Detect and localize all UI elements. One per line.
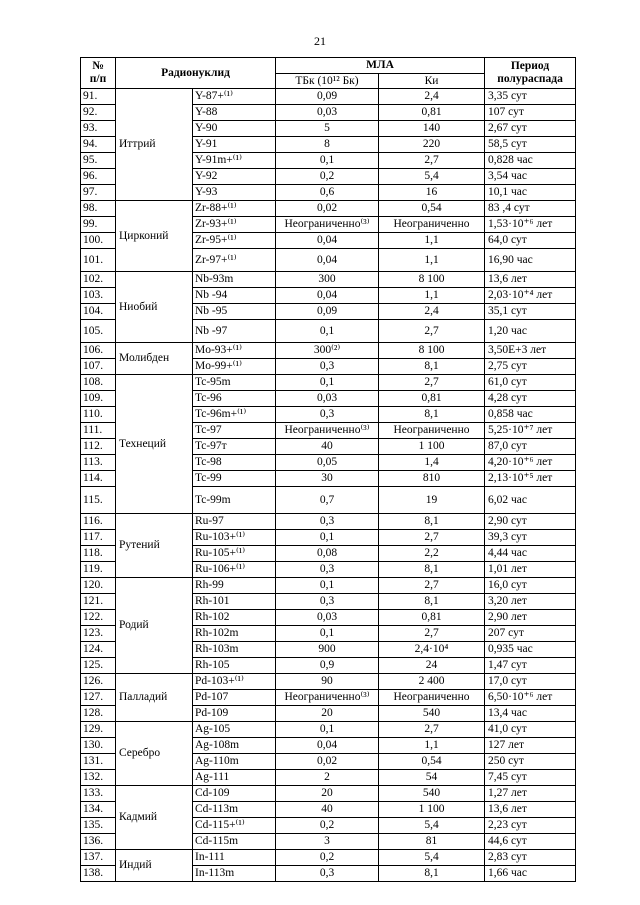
period-cell: 64,0 сут	[485, 233, 576, 249]
row-number: 112.	[81, 439, 116, 455]
header-period-line2: полураспада	[497, 73, 563, 85]
ci-cell: 0,81	[379, 105, 485, 121]
period-cell: 4,28 сут	[485, 391, 576, 407]
nuclide-cell: Tc-96m+⁽¹⁾	[193, 407, 276, 423]
period-cell: 2,13·10⁺⁵ лет	[485, 471, 576, 487]
header-period-line1: Период	[510, 60, 550, 72]
ci-cell: 2,7	[379, 578, 485, 594]
header-number-line1: №	[92, 60, 104, 72]
nuclide-cell: Tc-97т	[193, 439, 276, 455]
tbq-cell: 0,05	[276, 455, 379, 471]
tbq-cell: 0,09	[276, 304, 379, 320]
period-cell: 1,20 час	[485, 320, 576, 343]
row-number: 115.	[81, 487, 116, 514]
period-cell: 4,44 час	[485, 546, 576, 562]
header-radionuclide: Радионуклид	[116, 58, 276, 89]
table-body	[81, 89, 576, 882]
ci-cell: 8,1	[379, 359, 485, 375]
tbq-cell: 0,9	[276, 658, 379, 674]
row-number: 94.	[81, 137, 116, 153]
period-cell: 207 сут	[485, 626, 576, 642]
header-tbq: ТБк (10¹² Бк)	[276, 74, 379, 89]
nuclide-cell: Cd-115m	[193, 834, 276, 850]
ci-cell: 2,2	[379, 546, 485, 562]
tbq-cell: 0,02	[276, 201, 379, 217]
row-number: 126.	[81, 674, 116, 690]
ci-cell: 2,7	[379, 153, 485, 169]
nuclide-cell: Mo-93+⁽¹⁾	[193, 343, 276, 359]
ci-cell: 540	[379, 706, 485, 722]
tbq-cell: 0,7	[276, 487, 379, 514]
nuclide-cell: Rh-101	[193, 594, 276, 610]
row-number: 121.	[81, 594, 116, 610]
ci-cell: 2,7	[379, 320, 485, 343]
ci-cell: 140	[379, 121, 485, 137]
tbq-cell: Неограниченно⁽³⁾	[276, 690, 379, 706]
nuclide-cell: Cd-109	[193, 786, 276, 802]
element-group-name: Палладий	[116, 674, 193, 722]
tbq-cell: 0,04	[276, 738, 379, 754]
period-cell: 5,25·10⁺⁷ лет	[485, 423, 576, 439]
period-cell: 7,45 сут	[485, 770, 576, 786]
header-number	[81, 58, 116, 89]
ci-cell: 19	[379, 487, 485, 514]
ci-cell: 1 100	[379, 439, 485, 455]
ci-cell: 2,4·10⁴	[379, 642, 485, 658]
period-cell: 2,67 сут	[485, 121, 576, 137]
row-number: 99.	[81, 217, 116, 233]
period-cell: 13,4 час	[485, 706, 576, 722]
tbq-cell: 0,3	[276, 866, 379, 882]
period-cell: 107 сут	[485, 105, 576, 121]
nuclide-cell: Rh-102	[193, 610, 276, 626]
ci-cell: 1,1	[379, 233, 485, 249]
ci-cell: 0,54	[379, 754, 485, 770]
period-cell: 1,01 лет	[485, 562, 576, 578]
element-group-name: Кадмий	[116, 786, 193, 850]
row-number: 100.	[81, 233, 116, 249]
period-cell: 10,1 час	[485, 185, 576, 201]
period-cell: 2,90 лет	[485, 610, 576, 626]
header-period	[485, 58, 576, 89]
period-cell: 3,54 час	[485, 169, 576, 185]
period-cell: 13,6 лет	[485, 802, 576, 818]
nuclide-cell: Tc-95m	[193, 375, 276, 391]
ci-cell: Неограниченно	[379, 217, 485, 233]
row-number: 137.	[81, 850, 116, 866]
tbq-cell: 0,2	[276, 850, 379, 866]
row-number: 113.	[81, 455, 116, 471]
element-group-name: Серебро	[116, 722, 193, 786]
period-cell: 35,1 сут	[485, 304, 576, 320]
ci-cell: 1,4	[379, 455, 485, 471]
nuclide-cell: Pd-107	[193, 690, 276, 706]
tbq-cell: 0,03	[276, 391, 379, 407]
nuclide-cell: Ru-106+⁽¹⁾	[193, 562, 276, 578]
tbq-cell: 300⁽²⁾	[276, 343, 379, 359]
period-cell: 17,0 сут	[485, 674, 576, 690]
period-cell: 3,20 лет	[485, 594, 576, 610]
period-cell: 1,27 лет	[485, 786, 576, 802]
period-cell: 2,83 сут	[485, 850, 576, 866]
tbq-cell: 0,1	[276, 626, 379, 642]
nuclide-cell: Ag-105	[193, 722, 276, 738]
nuclide-cell: Nb-93m	[193, 272, 276, 288]
tbq-cell: 0,2	[276, 169, 379, 185]
ci-cell: 1,1	[379, 249, 485, 272]
period-cell: 2,90 сут	[485, 514, 576, 530]
row-number: 95.	[81, 153, 116, 169]
row-number: 108.	[81, 375, 116, 391]
period-cell: 0,828 час	[485, 153, 576, 169]
row-number: 114.	[81, 471, 116, 487]
ci-cell: 8,1	[379, 594, 485, 610]
row-number: 136.	[81, 834, 116, 850]
tbq-cell: 90	[276, 674, 379, 690]
row-number: 122.	[81, 610, 116, 626]
ci-cell: 5,4	[379, 818, 485, 834]
ci-cell: 5,4	[379, 850, 485, 866]
row-number: 92.	[81, 105, 116, 121]
tbq-cell: 0,1	[276, 375, 379, 391]
tbq-cell: 0,09	[276, 89, 379, 105]
row-number: 96.	[81, 169, 116, 185]
nuclide-cell: Pd-103+⁽¹⁾	[193, 674, 276, 690]
nuclide-cell: Y-91	[193, 137, 276, 153]
element-group-name: Цирконий	[116, 201, 193, 272]
nuclide-cell: Tc-99	[193, 471, 276, 487]
period-cell: 13,6 лет	[485, 272, 576, 288]
period-cell: 16,90 час	[485, 249, 576, 272]
ci-cell: Неограниченно	[379, 423, 485, 439]
tbq-cell: 0,3	[276, 359, 379, 375]
table-row	[81, 722, 576, 738]
tbq-cell: 0,6	[276, 185, 379, 201]
tbq-cell: Неограниченно⁽³⁾	[276, 217, 379, 233]
row-number: 111.	[81, 423, 116, 439]
element-group-name: Ниобий	[116, 272, 193, 343]
period-cell: 1,66 час	[485, 866, 576, 882]
row-number: 107.	[81, 359, 116, 375]
period-cell: 250 сут	[485, 754, 576, 770]
tbq-cell: 40	[276, 439, 379, 455]
header-mla: МЛА	[276, 58, 485, 74]
ci-cell: 8,1	[379, 514, 485, 530]
nuclide-cell: Cd-113m	[193, 802, 276, 818]
nuclide-cell: Zr-97+⁽¹⁾	[193, 249, 276, 272]
period-cell: 1,47 сут	[485, 658, 576, 674]
nuclide-cell: Ag-111	[193, 770, 276, 786]
row-number: 109.	[81, 391, 116, 407]
tbq-cell: 0,2	[276, 818, 379, 834]
tbq-cell: 2	[276, 770, 379, 786]
table-row	[81, 272, 576, 288]
period-cell: 39,3 сут	[485, 530, 576, 546]
tbq-cell: 0,03	[276, 105, 379, 121]
tbq-cell: 0,3	[276, 562, 379, 578]
tbq-cell: 30	[276, 471, 379, 487]
tbq-cell: 900	[276, 642, 379, 658]
nuclide-cell: Nb -95	[193, 304, 276, 320]
row-number: 128.	[81, 706, 116, 722]
ci-cell: 8,1	[379, 407, 485, 423]
ci-cell: 2 400	[379, 674, 485, 690]
tbq-cell: 0,04	[276, 249, 379, 272]
nuclide-cell: Y-92	[193, 169, 276, 185]
ci-cell: 1,1	[379, 288, 485, 304]
ci-cell: Неограниченно	[379, 690, 485, 706]
row-number: 125.	[81, 658, 116, 674]
tbq-cell: 0,1	[276, 722, 379, 738]
nuclide-cell: Tc-98	[193, 455, 276, 471]
nuclide-cell: Cd-115+⁽¹⁾	[193, 818, 276, 834]
nuclide-cell: Zr-88+⁽¹⁾	[193, 201, 276, 217]
row-number: 105.	[81, 320, 116, 343]
period-cell: 3,35 сут	[485, 89, 576, 105]
period-cell: 3,50E+3 лет	[485, 343, 576, 359]
tbq-cell: 0,08	[276, 546, 379, 562]
row-number: 102.	[81, 272, 116, 288]
tbq-cell: 0,03	[276, 610, 379, 626]
row-number: 120.	[81, 578, 116, 594]
row-number: 98.	[81, 201, 116, 217]
table-row	[81, 89, 576, 105]
nuclide-cell: Nb -97	[193, 320, 276, 343]
period-cell: 2,75 сут	[485, 359, 576, 375]
nuclide-cell: Rh-102m	[193, 626, 276, 642]
table-row	[81, 578, 576, 594]
row-number: 106.	[81, 343, 116, 359]
nuclide-cell: Rh-103m	[193, 642, 276, 658]
period-cell: 2,23 сут	[485, 818, 576, 834]
nuclide-cell: Rh-105	[193, 658, 276, 674]
tbq-cell: 0,1	[276, 530, 379, 546]
period-cell: 58,5 сут	[485, 137, 576, 153]
period-cell: 0,858 час	[485, 407, 576, 423]
nuclide-cell: Y-93	[193, 185, 276, 201]
element-group-name: Рутений	[116, 514, 193, 578]
element-group-name: Родий	[116, 578, 193, 674]
element-group-name: Иттрий	[116, 89, 193, 201]
nuclide-cell: Tc-99m	[193, 487, 276, 514]
ci-cell: 2,7	[379, 722, 485, 738]
tbq-cell: 20	[276, 706, 379, 722]
row-number: 101.	[81, 249, 116, 272]
tbq-cell: 0,3	[276, 594, 379, 610]
table-row	[81, 674, 576, 690]
ci-cell: 1 100	[379, 802, 485, 818]
ci-cell: 81	[379, 834, 485, 850]
nuclide-cell: In-113m	[193, 866, 276, 882]
ci-cell: 0,81	[379, 610, 485, 626]
row-number: 97.	[81, 185, 116, 201]
period-cell: 44,6 сут	[485, 834, 576, 850]
element-group-name: Индий	[116, 850, 193, 882]
row-number: 138.	[81, 866, 116, 882]
ci-cell: 1,1	[379, 738, 485, 754]
page-number: 21	[314, 34, 326, 48]
table-row	[81, 786, 576, 802]
period-cell: 87,0 сут	[485, 439, 576, 455]
nuclide-cell: Y-87+⁽¹⁾	[193, 89, 276, 105]
tbq-cell: 40	[276, 802, 379, 818]
nuclide-cell: Zr-93+⁽¹⁾	[193, 217, 276, 233]
tbq-cell: 0,04	[276, 288, 379, 304]
row-number: 104.	[81, 304, 116, 320]
ci-cell: 2,4	[379, 89, 485, 105]
ci-cell: 2,7	[379, 375, 485, 391]
ci-cell: 2,7	[379, 626, 485, 642]
tbq-cell: Неограниченно⁽³⁾	[276, 423, 379, 439]
nuclide-cell: Y-88	[193, 105, 276, 121]
period-cell: 16,0 сут	[485, 578, 576, 594]
row-number: 123.	[81, 626, 116, 642]
nuclide-cell: Ru-103+⁽¹⁾	[193, 530, 276, 546]
row-number: 133.	[81, 786, 116, 802]
radionuclide-table	[80, 57, 576, 882]
row-number: 117.	[81, 530, 116, 546]
nuclide-cell: Y-91m+⁽¹⁾	[193, 153, 276, 169]
row-number: 118.	[81, 546, 116, 562]
tbq-cell: 0,3	[276, 407, 379, 423]
period-cell: 2,03·10⁺⁴ лет	[485, 288, 576, 304]
tbq-cell: 0,1	[276, 578, 379, 594]
row-number: 91.	[81, 89, 116, 105]
ci-cell: 24	[379, 658, 485, 674]
row-number: 127.	[81, 690, 116, 706]
ci-cell: 8 100	[379, 343, 485, 359]
nuclide-cell: Ru-105+⁽¹⁾	[193, 546, 276, 562]
period-cell: 127 лет	[485, 738, 576, 754]
nuclide-cell: Y-90	[193, 121, 276, 137]
ci-cell: 8,1	[379, 562, 485, 578]
row-number: 110.	[81, 407, 116, 423]
ci-cell: 8 100	[379, 272, 485, 288]
row-number: 135.	[81, 818, 116, 834]
ci-cell: 540	[379, 786, 485, 802]
header-number-line2: п/п	[89, 73, 107, 85]
table-row	[81, 514, 576, 530]
period-cell: 61,0 сут	[485, 375, 576, 391]
period-cell: 83 ,4 сут	[485, 201, 576, 217]
tbq-cell: 3	[276, 834, 379, 850]
element-group-name: Молибден	[116, 343, 193, 375]
ci-cell: 16	[379, 185, 485, 201]
element-group-name: Технеций	[116, 375, 193, 514]
tbq-cell: 20	[276, 786, 379, 802]
ci-cell: 54	[379, 770, 485, 786]
table-row	[81, 201, 576, 217]
period-cell: 41,0 сут	[485, 722, 576, 738]
period-cell: 6,50·10⁺⁶ лет	[485, 690, 576, 706]
tbq-cell: 300	[276, 272, 379, 288]
ci-cell: 8,1	[379, 866, 485, 882]
nuclide-cell: Ag-108m	[193, 738, 276, 754]
ci-cell: 2,7	[379, 530, 485, 546]
table-row	[81, 343, 576, 359]
row-number: 132.	[81, 770, 116, 786]
ci-cell: 2,4	[379, 304, 485, 320]
tbq-cell: 0,02	[276, 754, 379, 770]
tbq-cell: 8	[276, 137, 379, 153]
row-number: 116.	[81, 514, 116, 530]
row-number: 119.	[81, 562, 116, 578]
ci-cell: 0,54	[379, 201, 485, 217]
nuclide-cell: Zr-95+⁽¹⁾	[193, 233, 276, 249]
row-number: 130.	[81, 738, 116, 754]
row-number: 103.	[81, 288, 116, 304]
tbq-cell: 0,1	[276, 153, 379, 169]
row-number: 124.	[81, 642, 116, 658]
row-number: 134.	[81, 802, 116, 818]
ci-cell: 5,4	[379, 169, 485, 185]
nuclide-cell: In-111	[193, 850, 276, 866]
nuclide-cell: Rh-99	[193, 578, 276, 594]
period-cell: 4,20·10⁺⁶ лет	[485, 455, 576, 471]
row-number: 129.	[81, 722, 116, 738]
ci-cell: 220	[379, 137, 485, 153]
ci-cell: 810	[379, 471, 485, 487]
nuclide-cell: Pd-109	[193, 706, 276, 722]
nuclide-cell: Ru-97	[193, 514, 276, 530]
nuclide-cell: Tc-97	[193, 423, 276, 439]
period-cell: 1,53·10⁺⁶ лет	[485, 217, 576, 233]
period-cell: 6,02 час	[485, 487, 576, 514]
tbq-cell: 0,04	[276, 233, 379, 249]
tbq-cell: 0,3	[276, 514, 379, 530]
table-row	[81, 850, 576, 866]
period-cell: 0,935 час	[485, 642, 576, 658]
nuclide-cell: Mo-99+⁽¹⁾	[193, 359, 276, 375]
row-number: 93.	[81, 121, 116, 137]
tbq-cell: 5	[276, 121, 379, 137]
header-ci: Ки	[379, 74, 485, 89]
tbq-cell: 0,1	[276, 320, 379, 343]
nuclide-cell: Ag-110m	[193, 754, 276, 770]
row-number: 131.	[81, 754, 116, 770]
table-row	[81, 375, 576, 391]
nuclide-cell: Tc-96	[193, 391, 276, 407]
ci-cell: 0,81	[379, 391, 485, 407]
nuclide-cell: Nb -94	[193, 288, 276, 304]
